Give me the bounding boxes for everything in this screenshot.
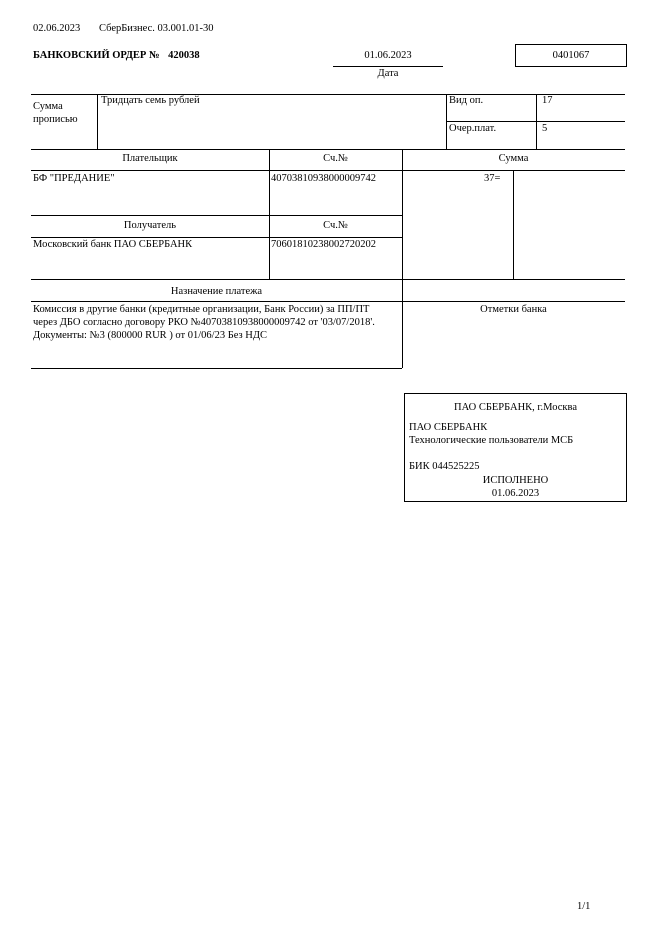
stamp-department: Технологические пользователи МСБ [409, 435, 574, 446]
amount-words-label-1: Сумма [33, 101, 63, 112]
amount-words-label-2: прописью [33, 114, 78, 125]
date-label: Дата [377, 68, 399, 79]
bank-stamp [404, 393, 627, 502]
bank-marks-label: Отметки банка [480, 304, 547, 315]
payer-name: БФ "ПРЕДАНИЕ" [33, 173, 115, 184]
purpose-header: Назначение платежа [170, 286, 263, 297]
payer-account: 40703810938000009742 [271, 173, 376, 184]
payer-header: Плательщик [122, 153, 178, 164]
print-date: 02.06.2023 [33, 23, 81, 34]
priority-label: Очер.плат. [449, 123, 497, 134]
stamp-bik: БИК 044525225 [409, 461, 480, 472]
stamp-status: ИСПОЛНЕНО [482, 475, 549, 486]
form-code: 0401067 [552, 50, 590, 61]
purpose-line-1: Комиссия в другие банки (кредитные организации, Банк России) за ПП/ПТ [33, 304, 370, 315]
recipient-header: Получатель [123, 220, 177, 231]
sum-value: 37= [484, 173, 501, 184]
sum-header: Сумма [498, 153, 529, 164]
form-code-box [515, 44, 627, 67]
page-number: 1/1 [577, 901, 591, 912]
op-type-label: Вид оп. [449, 95, 484, 106]
document-title [33, 50, 200, 61]
stamp-bank-city: ПАО СБЕРБАНК, г.Москва [453, 402, 578, 413]
stamp-bank-name: ПАО СБЕРБАНК [409, 422, 488, 433]
stamp-date: 01.06.2023 [491, 488, 540, 499]
date-value: 01.06.2023 [364, 50, 412, 61]
payer-account-header: Сч.№ [323, 153, 348, 164]
priority-value: 5 [542, 123, 548, 134]
recipient-name: Московский банк ПАО СБЕРБАНК [33, 239, 193, 250]
order-number: 420038 [168, 50, 200, 61]
purpose-line-2: через ДБО согласно договору РКО №40703810938000009742 от '03/07/2018'. [33, 317, 375, 328]
op-type-value: 17 [542, 95, 553, 106]
amount-words-value: Тридцать семь рублей [101, 95, 200, 106]
recipient-account: 70601810238002720202 [271, 239, 376, 250]
recipient-account-header: Сч.№ [323, 220, 348, 231]
title-text: БАНКОВСКИЙ ОРДЕР № [33, 50, 160, 61]
purpose-line-3: Документы: №3 (800000 RUR ) от 01/06/23 Без НДС [33, 330, 268, 341]
system-version: СберБизнес. 03.001.01-30 [99, 23, 214, 34]
